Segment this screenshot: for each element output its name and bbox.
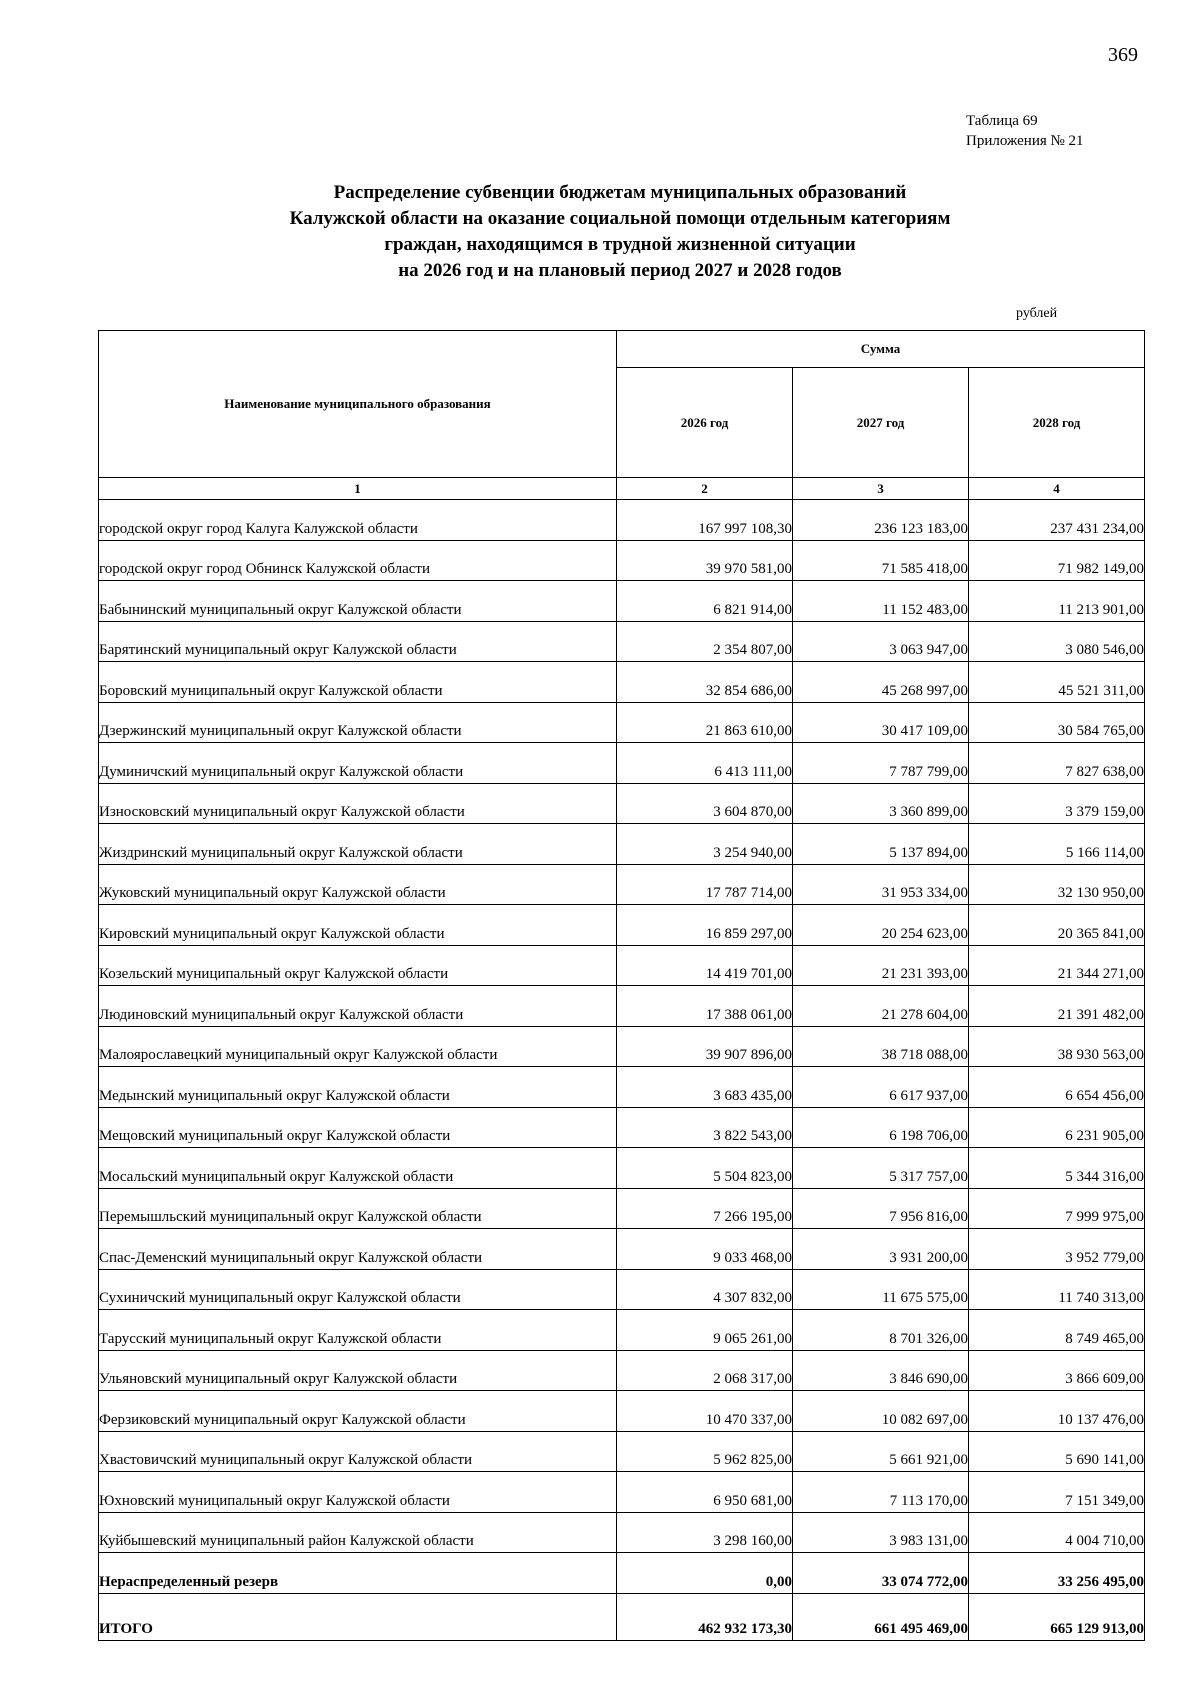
amount-2028: 11 213 901,00: [969, 581, 1145, 622]
amount-2028: 30 584 765,00: [969, 702, 1145, 743]
amount-2027: 7 787 799,00: [793, 743, 969, 784]
title-line: граждан, находящимся в трудной жизненной ситуации: [384, 234, 856, 255]
amount-2027: 3 063 947,00: [793, 621, 969, 662]
municipality-name: Жуковский муниципальный округ Калужской области: [99, 864, 617, 905]
table-row: [99, 864, 1145, 905]
municipality-name: Мосальский муниципальный округ Калужской области: [99, 1148, 617, 1189]
amount-2026: 21 863 610,00: [617, 702, 793, 743]
reserve-row: [99, 1553, 1145, 1594]
column-number-3: 3: [793, 478, 969, 500]
amount-2027: 33 074 772,00: [793, 1553, 969, 1594]
table-row: [99, 1229, 1145, 1270]
amount-2028: 3 866 609,00: [969, 1350, 1145, 1391]
amount-2026: 9 065 261,00: [617, 1310, 793, 1351]
table-row: [99, 1310, 1145, 1351]
municipality-name: Износковский муниципальный округ Калужской области: [99, 783, 617, 824]
municipality-name: Хвастовичский муниципальный округ Калужской области: [99, 1431, 617, 1472]
amount-2026: 3 254 940,00: [617, 824, 793, 865]
header-sum: Сумма: [617, 331, 1145, 368]
amount-2027: 10 082 697,00: [793, 1391, 969, 1432]
amount-2027: 11 152 483,00: [793, 581, 969, 622]
table-row: [99, 1431, 1145, 1472]
unit-label: рублей: [1016, 306, 1058, 321]
header-name-column: Наименование муниципального образования: [99, 331, 617, 478]
amount-2027: 71 585 418,00: [793, 540, 969, 581]
column-number-1: 1: [99, 478, 617, 500]
amount-2026: 2 068 317,00: [617, 1350, 793, 1391]
table-number: Таблица 69: [966, 113, 1038, 129]
amount-2026: 3 298 160,00: [617, 1512, 793, 1553]
amount-2028: 6 654 456,00: [969, 1067, 1145, 1108]
amount-2027: 31 953 334,00: [793, 864, 969, 905]
table-row: [99, 500, 1145, 541]
amount-2026: 6 821 914,00: [617, 581, 793, 622]
amount-2027: 236 123 183,00: [793, 500, 969, 541]
amount-2028: 71 982 149,00: [969, 540, 1145, 581]
amount-2027: 6 198 706,00: [793, 1107, 969, 1148]
amount-2028: 21 344 271,00: [969, 945, 1145, 986]
municipality-name: Ульяновский муниципальный округ Калужской области: [99, 1350, 617, 1391]
amount-2027: 20 254 623,00: [793, 905, 969, 946]
table-row: [99, 986, 1145, 1027]
municipality-name: Ферзиковский муниципальный округ Калужской области: [99, 1391, 617, 1432]
amount-2028: 5 690 141,00: [969, 1431, 1145, 1472]
amount-2026: 5 504 823,00: [617, 1148, 793, 1189]
municipality-name: Нераспределенный резерв: [99, 1553, 617, 1594]
amount-2027: 661 495 469,00: [793, 1593, 969, 1640]
amount-2028: 3 952 779,00: [969, 1229, 1145, 1270]
table-row: [99, 1026, 1145, 1067]
table-row: [99, 1148, 1145, 1189]
amount-2026: 7 266 195,00: [617, 1188, 793, 1229]
amount-2028: 38 930 563,00: [969, 1026, 1145, 1067]
amount-2028: 3 080 546,00: [969, 621, 1145, 662]
municipality-name: Мещовский муниципальный округ Калужской области: [99, 1107, 617, 1148]
amount-2026: 3 822 543,00: [617, 1107, 793, 1148]
table-row: [99, 1472, 1145, 1513]
table-row: [99, 702, 1145, 743]
amount-2028: 20 365 841,00: [969, 905, 1145, 946]
table-row: [99, 1188, 1145, 1229]
municipality-name: Барятинский муниципальный округ Калужской области: [99, 621, 617, 662]
amount-2027: 7 956 816,00: [793, 1188, 969, 1229]
amount-2028: 3 379 159,00: [969, 783, 1145, 824]
municipality-name: Жиздринский муниципальный округ Калужской области: [99, 824, 617, 865]
table-row: [99, 905, 1145, 946]
amount-2028: 8 749 465,00: [969, 1310, 1145, 1351]
amount-2028: 4 004 710,00: [969, 1512, 1145, 1553]
table-row: [99, 1269, 1145, 1310]
amount-2026: 3 604 870,00: [617, 783, 793, 824]
amount-2027: 21 231 393,00: [793, 945, 969, 986]
title-line: на 2026 год и на плановый период 2027 и 2028 годов: [398, 260, 842, 281]
table-row: [99, 540, 1145, 581]
document-title: [150, 180, 1090, 284]
amount-2026: 3 683 435,00: [617, 1067, 793, 1108]
municipality-name: Дзержинский муниципальный округ Калужской области: [99, 702, 617, 743]
amount-2028: 45 521 311,00: [969, 662, 1145, 703]
title-line: Распределение субвенции бюджетам муниципальных образований: [333, 182, 907, 203]
table-row: [99, 945, 1145, 986]
table-row: [99, 1067, 1145, 1108]
amount-2026: 5 962 825,00: [617, 1431, 793, 1472]
title-line: Калужской области на оказание социальной помощи отдельным категориям: [289, 208, 951, 229]
amount-2027: 8 701 326,00: [793, 1310, 969, 1351]
amount-2027: 3 931 200,00: [793, 1229, 969, 1270]
amount-2027: 3 360 899,00: [793, 783, 969, 824]
municipality-name: Юхновский муниципальный округ Калужской области: [99, 1472, 617, 1513]
municipality-name: Медынский муниципальный округ Калужской области: [99, 1067, 617, 1108]
amount-2028: 7 827 638,00: [969, 743, 1145, 784]
amount-2028: 7 999 975,00: [969, 1188, 1145, 1229]
municipality-name: Козельский муниципальный округ Калужской области: [99, 945, 617, 986]
amount-2026: 32 854 686,00: [617, 662, 793, 703]
appendix-number: Приложения № 21: [966, 133, 1084, 149]
amount-2026: 10 470 337,00: [617, 1391, 793, 1432]
column-number-4: 4: [969, 478, 1145, 500]
amount-2026: 14 419 701,00: [617, 945, 793, 986]
municipality-name: Думиничский муниципальный округ Калужской области: [99, 743, 617, 784]
municipality-name: Спас-Деменский муниципальный округ Калужской области: [99, 1229, 617, 1270]
amount-2027: 11 675 575,00: [793, 1269, 969, 1310]
header-year-2028: 2028 год: [969, 368, 1145, 478]
amount-2027: 5 661 921,00: [793, 1431, 969, 1472]
table-row: [99, 743, 1145, 784]
amount-2028: 11 740 313,00: [969, 1269, 1145, 1310]
amount-2026: 39 970 581,00: [617, 540, 793, 581]
municipality-name: Малоярославецкий муниципальный округ Калужской области: [99, 1026, 617, 1067]
table-row: [99, 1512, 1145, 1553]
amount-2028: 5 166 114,00: [969, 824, 1145, 865]
table-body: [99, 500, 1145, 1641]
amount-2028: 665 129 913,00: [969, 1593, 1145, 1640]
amount-2026: 4 307 832,00: [617, 1269, 793, 1310]
amount-2027: 21 278 604,00: [793, 986, 969, 1027]
municipality-name: Сухиничский муниципальный округ Калужской области: [99, 1269, 617, 1310]
municipality-name: Тарусский муниципальный округ Калужской области: [99, 1310, 617, 1351]
municipality-name: городской округ город Калуга Калужской области: [99, 500, 617, 541]
header-year-2027: 2027 год: [793, 368, 969, 478]
table-row: [99, 783, 1145, 824]
table-row: [99, 1391, 1145, 1432]
total-row: [99, 1593, 1145, 1640]
table-row: [99, 824, 1145, 865]
amount-2027: 3 846 690,00: [793, 1350, 969, 1391]
municipality-name: Людиновский муниципальный округ Калужской области: [99, 986, 617, 1027]
subvention-table: [98, 330, 1145, 1641]
table-row: [99, 581, 1145, 622]
amount-2028: 6 231 905,00: [969, 1107, 1145, 1148]
amount-2026: 39 907 896,00: [617, 1026, 793, 1067]
table-row: [99, 621, 1145, 662]
municipality-name: Куйбышевский муниципальный район Калужской области: [99, 1512, 617, 1553]
page-number: 369: [1108, 44, 1138, 66]
amount-2026: 462 932 173,30: [617, 1593, 793, 1640]
amount-2027: 7 113 170,00: [793, 1472, 969, 1513]
amount-2028: 7 151 349,00: [969, 1472, 1145, 1513]
amount-2026: 167 997 108,30: [617, 500, 793, 541]
amount-2027: 38 718 088,00: [793, 1026, 969, 1067]
amount-2027: 30 417 109,00: [793, 702, 969, 743]
amount-2027: 5 137 894,00: [793, 824, 969, 865]
amount-2026: 16 859 297,00: [617, 905, 793, 946]
amount-2026: 6 950 681,00: [617, 1472, 793, 1513]
amount-2026: 2 354 807,00: [617, 621, 793, 662]
amount-2028: 21 391 482,00: [969, 986, 1145, 1027]
amount-2027: 45 268 997,00: [793, 662, 969, 703]
amount-2028: 10 137 476,00: [969, 1391, 1145, 1432]
amount-2026: 6 413 111,00: [617, 743, 793, 784]
amount-2028: 33 256 495,00: [969, 1553, 1145, 1594]
amount-2026: 17 787 714,00: [617, 864, 793, 905]
municipality-name: Перемышльский муниципальный округ Калужской области: [99, 1188, 617, 1229]
amount-2027: 6 617 937,00: [793, 1067, 969, 1108]
amount-2028: 237 431 234,00: [969, 500, 1145, 541]
amount-2027: 3 983 131,00: [793, 1512, 969, 1553]
municipality-name: Бабынинский муниципальный округ Калужской области: [99, 581, 617, 622]
municipality-name: ИТОГО: [99, 1593, 617, 1640]
amount-2026: 17 388 061,00: [617, 986, 793, 1027]
amount-2028: 5 344 316,00: [969, 1148, 1145, 1189]
municipality-name: Кировский муниципальный округ Калужской области: [99, 905, 617, 946]
table-row: [99, 1107, 1145, 1148]
header-year-2026: 2026 год: [617, 368, 793, 478]
column-number-2: 2: [617, 478, 793, 500]
amount-2026: 9 033 468,00: [617, 1229, 793, 1270]
amount-2028: 32 130 950,00: [969, 864, 1145, 905]
table-row: [99, 662, 1145, 703]
amount-2027: 5 317 757,00: [793, 1148, 969, 1189]
municipality-name: городской округ город Обнинск Калужской области: [99, 540, 617, 581]
amount-2026: 0,00: [617, 1553, 793, 1594]
table-reference: [966, 111, 1084, 151]
table-row: [99, 1350, 1145, 1391]
municipality-name: Боровский муниципальный округ Калужской области: [99, 662, 617, 703]
